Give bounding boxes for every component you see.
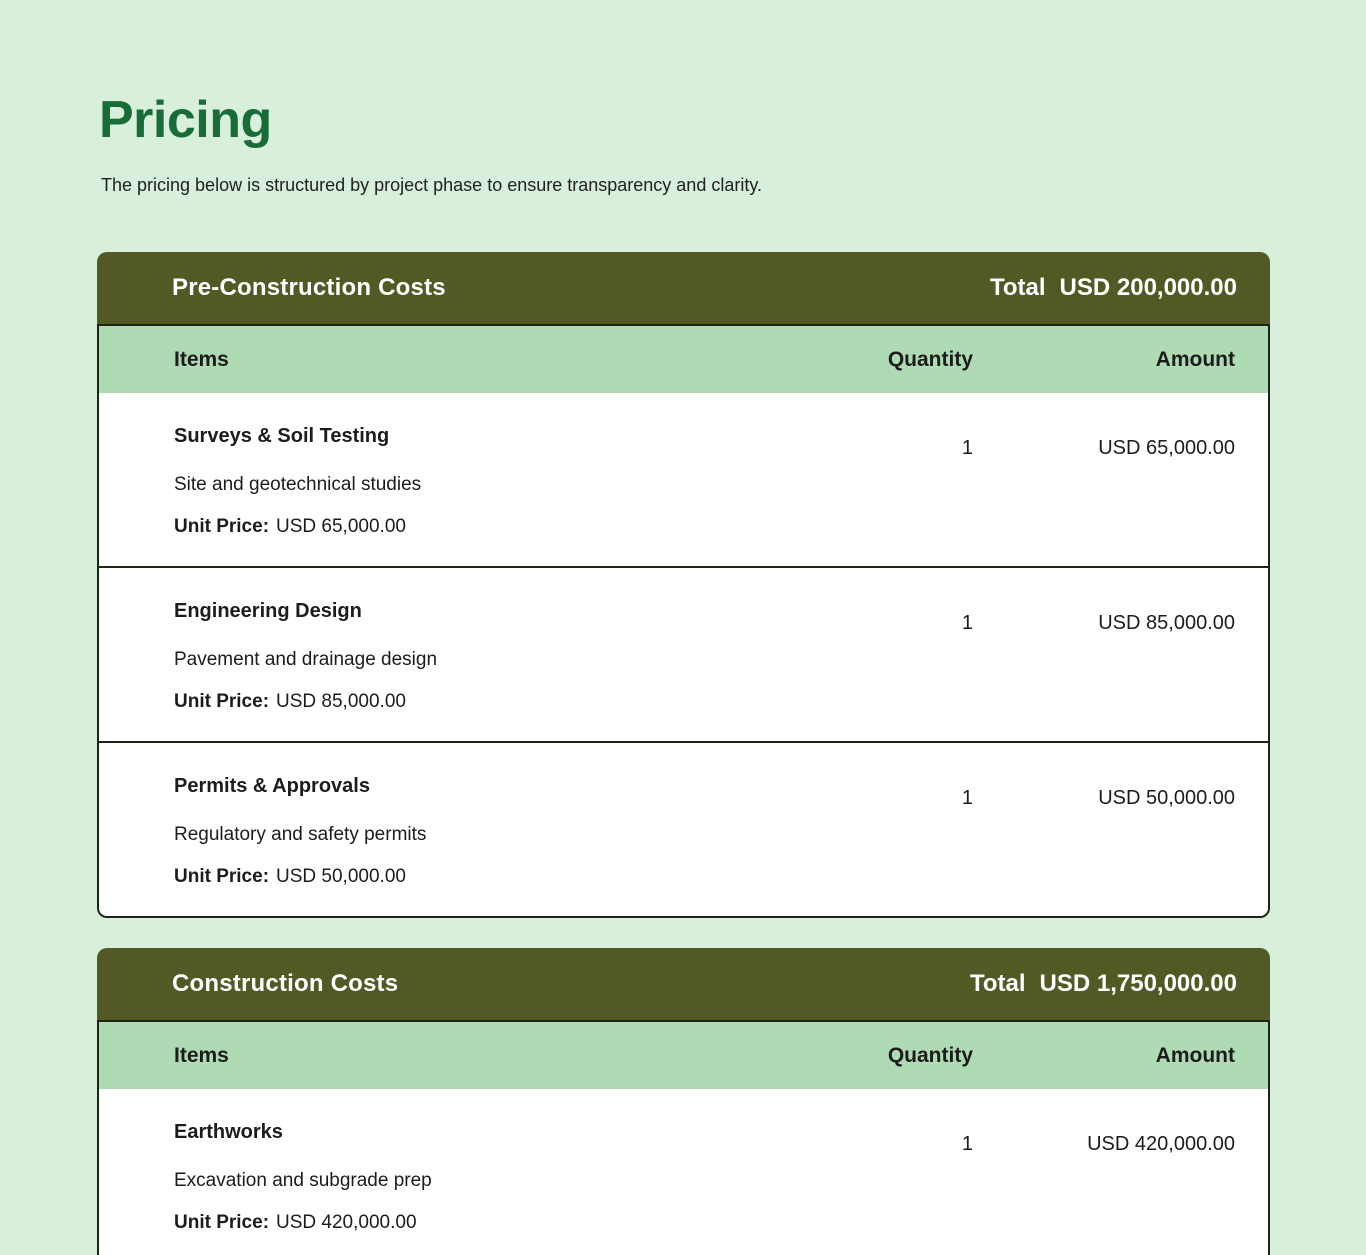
section-table (97, 324, 1270, 918)
section-total (990, 274, 1237, 302)
amount-value: USD 65,000.00 (1098, 437, 1235, 460)
quantity-value: 1 (961, 787, 973, 810)
unit-price-label: Unit Price: (174, 691, 270, 713)
section-rows (99, 1089, 1268, 1255)
column-header-items: Items (174, 1043, 229, 1067)
quantity-value: 1 (961, 1133, 973, 1156)
item-cell (174, 773, 813, 889)
item-title: Engineering Design (174, 600, 362, 623)
item-title: Earthworks (174, 1121, 283, 1144)
item-cell (174, 1119, 813, 1235)
unit-price-value: USD 65,000.00 (276, 516, 406, 538)
column-header-quantity: Quantity (887, 347, 973, 371)
total-value: USD 1,750,000.00 (1039, 970, 1237, 998)
unit-price-value: USD 50,000.00 (276, 866, 406, 888)
total-label: Total (989, 274, 1046, 302)
amount-value: USD 85,000.00 (1098, 612, 1235, 635)
table-row (99, 393, 1268, 566)
column-header-items: Items (174, 347, 229, 371)
total-value: USD 200,000.00 (1059, 274, 1237, 302)
unit-price-line (174, 515, 813, 539)
table-row (99, 566, 1268, 741)
pricing-page (97, 0, 1270, 1255)
section-table (97, 1020, 1270, 1255)
item-title: Surveys & Soil Testing (174, 425, 390, 448)
quantity-value: 1 (961, 612, 973, 635)
page-subtitle: The pricing below is structured by project phase to ensure transparency and clarity. (101, 175, 762, 196)
item-description: Site and geotechnical studies (174, 474, 422, 496)
unit-price-value: USD 85,000.00 (276, 691, 406, 713)
quantity-value: 1 (961, 437, 973, 460)
section-rows (99, 393, 1268, 916)
column-header-quantity: Quantity (887, 1043, 973, 1067)
unit-price-label: Unit Price: (174, 1212, 270, 1234)
unit-price-label: Unit Price: (174, 516, 270, 538)
table-row (99, 741, 1268, 916)
unit-price-line (174, 1211, 813, 1235)
column-header-amount: Amount (1155, 1043, 1235, 1067)
item-title: Permits & Approvals (174, 775, 370, 798)
column-header-row (99, 326, 1268, 393)
section-title: Pre-Construction Costs (172, 274, 446, 302)
unit-price-line (174, 690, 813, 714)
pricing-section-card (97, 948, 1270, 1255)
page-title: Pricing (99, 91, 272, 149)
amount-value: USD 50,000.00 (1098, 787, 1235, 810)
section-title: Construction Costs (172, 970, 399, 998)
section-header (97, 252, 1270, 324)
section-total (970, 970, 1237, 998)
unit-price-label: Unit Price: (174, 866, 270, 888)
column-header-amount: Amount (1155, 347, 1235, 371)
amount-value: USD 420,000.00 (1087, 1133, 1235, 1156)
item-description: Regulatory and safety permits (174, 824, 427, 846)
section-header (97, 948, 1270, 1020)
pricing-section-card (97, 252, 1270, 918)
item-description: Excavation and subgrade prep (174, 1170, 432, 1192)
unit-price-line (174, 865, 813, 889)
column-header-row (99, 1022, 1268, 1089)
item-cell (174, 598, 813, 714)
total-label: Total (969, 970, 1026, 998)
pricing-sections (97, 252, 1270, 1255)
item-cell (174, 423, 813, 539)
item-description: Pavement and drainage design (174, 649, 438, 671)
table-row (99, 1089, 1268, 1255)
unit-price-value: USD 420,000.00 (276, 1212, 417, 1234)
